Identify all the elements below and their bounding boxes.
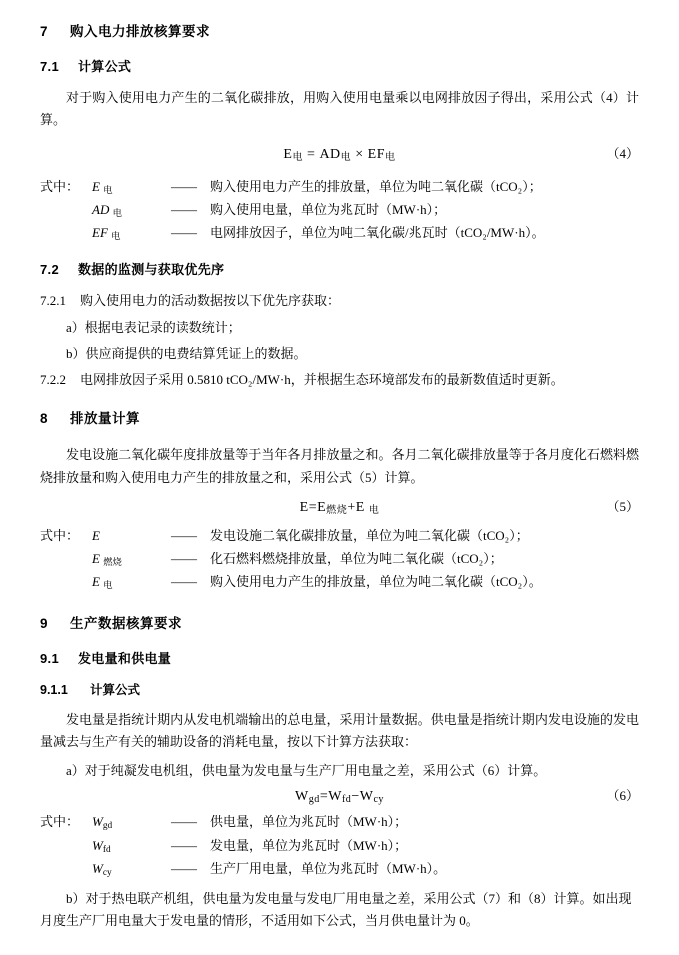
definition-list-formula-5: [40, 525, 639, 595]
definition-row: [40, 176, 639, 199]
formula-4-row: [40, 144, 639, 166]
definition-dash: ——: [171, 178, 197, 194]
heading-section-7-2-title: 数据的监测与获取优先序: [78, 261, 225, 277]
clause-7-2-2: [40, 369, 639, 391]
formula-5-number: （5）: [606, 499, 639, 515]
definition-symbol: $W_{cy}$: [92, 861, 112, 879]
heading-section-9-1-1: [40, 681, 639, 700]
definition-symbol: E: [92, 527, 100, 543]
definition-row: [40, 571, 639, 594]
heading-section-7-title: 购入电力排放核算要求: [70, 24, 210, 39]
shizhong-label: 式中：: [40, 814, 80, 830]
heading-section-7-2-number: 7.2: [40, 261, 59, 277]
heading-section-7-1: [40, 57, 639, 77]
formula-5-row: [40, 497, 639, 519]
definition-text: 购入使用电力产生的排放量，单位为吨二氧化碳（tCO₂）；: [210, 178, 542, 194]
definition-dash: ——: [171, 550, 197, 566]
formula-4-number: （4）: [606, 145, 639, 161]
definition-symbol: E $_电$: [92, 178, 113, 196]
heading-section-9-1-number: 9.1: [40, 651, 59, 667]
definition-symbol: $W_{fd}$: [92, 837, 111, 855]
paragraph-9-1-1-intro: 发电量是指统计期内从发电机端输出的总电量，采用计量数据。供电量是指统计期内发电设施的发电量减去与生产有关的辅助设备的消耗电量，按以下计算方法获取：: [40, 711, 639, 750]
definition-dash: ——: [171, 574, 197, 589]
paragraph-7-1-intro: 对于购入使用电力产生的二氧化碳排放，用购入使用电量乘以电网排放因子得出，采用公式（4）计算。: [40, 90, 639, 128]
definition-text: 发电设施二氧化碳排放量，单位为吨二氧化碳（tCO₂）；: [210, 527, 529, 543]
definition-dash: ——: [171, 861, 197, 877]
heading-section-9-1-1-number: 9.1.1: [40, 683, 68, 698]
definition-list-formula-6: [40, 811, 639, 881]
clause-7-2-1-text: 购入使用电力的活动数据按以下优先序获取：: [80, 293, 341, 308]
heading-section-7: [40, 22, 639, 43]
definition-symbol: $W_{gd}$: [92, 814, 113, 832]
heading-section-7-number: 7: [40, 24, 49, 39]
formula-6-number: （6）: [606, 787, 639, 803]
paragraph-8-intro: 发电设施二氧化碳年度排放量等于当年各月排放量之和。各月二氧化碳排放量等于各月度化石燃料燃烧排放量和购入使用电力产生的排放量之和，采用公式（5）计算。: [40, 447, 639, 485]
heading-section-7-2: [40, 260, 639, 280]
definition-dash: ——: [171, 527, 197, 543]
definition-row: [40, 811, 639, 834]
definition-row: [40, 858, 639, 881]
definition-row: [40, 835, 639, 858]
heading-section-9: [40, 614, 639, 635]
heading-section-8-number: 8: [40, 411, 49, 427]
definition-text: 发电量，单位为兆瓦时（MW·h）；: [210, 837, 408, 853]
definition-row: [40, 222, 639, 245]
formula-5: $E=E_{燃烧}+E$ $_电$: [299, 500, 380, 517]
definition-symbol: EF $_电$: [92, 225, 121, 243]
definition-list-formula-4: [40, 176, 639, 246]
heading-section-9-number: 9: [40, 616, 49, 632]
definition-row: [40, 199, 639, 222]
definition-symbol: E $_{燃烧}$: [92, 550, 122, 568]
shizhong-label: 式中：: [40, 178, 80, 194]
definition-text: 供电量，单位为兆瓦时（MW·h）；: [210, 814, 408, 830]
definition-dash: ——: [171, 202, 197, 218]
definition-row: [40, 525, 639, 548]
heading-section-9-1-1-title: 计算公式: [90, 683, 141, 698]
definition-row: [40, 548, 639, 571]
list-item-a-9-1-1: a）对于纯凝发电机组，供电量为发电量与生产厂用电量之差，采用公式（6）计算。: [66, 762, 547, 778]
definition-symbol: AD $_电$: [92, 202, 122, 220]
clause-7-2-2-number: 7.2.2: [40, 372, 66, 388]
definition-dash: ——: [171, 814, 197, 830]
clause-7-2-2-text: 电网排放因子采用 0.5810 tCO₂/MW·h，并根据生态环境部发布的最新数值适时更新。: [80, 372, 564, 388]
definition-text: 化石燃料燃烧排放量，单位为吨二氧化碳（tCO₂）；: [210, 550, 503, 566]
shizhong-label: 式中：: [40, 527, 80, 543]
heading-section-9-1-title: 发电量和供电量: [78, 651, 172, 667]
clause-7-2-1: [40, 290, 639, 312]
definition-dash: ——: [171, 837, 197, 853]
heading-section-9-title: 生产数据核算要求: [70, 616, 182, 632]
definition-dash: ——: [171, 225, 197, 241]
clause-7-2-1-number: 7.2.1: [40, 293, 66, 308]
list-item-a-7-2-1: a）根据电表记录的读数统计；: [66, 320, 241, 336]
list-item-b-9-1-1: b）对于热电联产机组，供电量为发电量与发电厂用电量之差，采用公式（7）和（8）计算。如出现月度生产厂用电量大于发电量的情形，不适用如下公式，当月供电量计为 0。: [40, 890, 632, 928]
definition-text: 购入使用电量，单位为兆瓦时（MW·h）；: [210, 202, 447, 218]
heading-section-8-title: 排放量计算: [70, 411, 140, 427]
heading-section-8: [40, 409, 639, 430]
heading-section-9-1: [40, 649, 639, 669]
definition-symbol: E $_电$: [92, 574, 113, 592]
formula-6-row: [40, 786, 639, 808]
heading-section-7-1-title: 计算公式: [78, 58, 132, 74]
definition-text: 电网排放因子，单位为吨二氧化碳/兆瓦时（tCO₂/MW·h）。: [210, 225, 545, 241]
definition-text: 购入使用电力产生的排放量，单位为吨二氧化碳（tCO₂）。: [210, 574, 542, 589]
definition-text: 生产厂用电量，单位为兆瓦时（MW·h）。: [210, 861, 447, 877]
formula-4: $E_电 = AD_电 \times EF_电$: [283, 146, 396, 163]
formula-6: $W_{gd}=W_{fd}-W_{cy}$: [295, 788, 384, 805]
list-item-b-7-2-1: b）供应商提供的电费结算凭证上的数据。: [66, 346, 307, 362]
heading-section-7-1-number: 7.1: [40, 58, 59, 74]
